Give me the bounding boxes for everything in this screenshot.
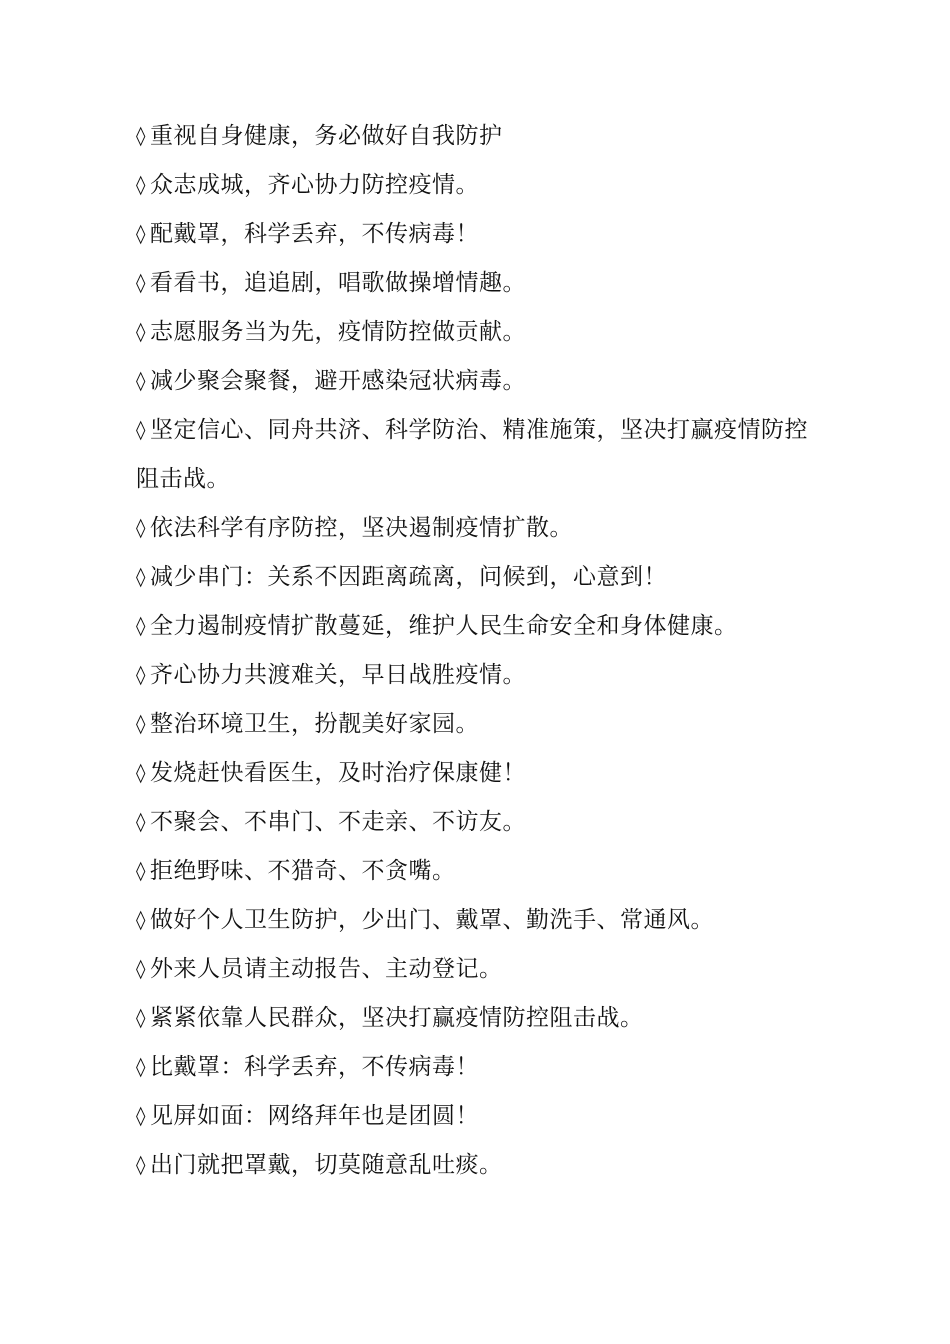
slogan-text: 比戴罩：科学丢弃，不传病毒！ — [150, 1054, 479, 1080]
diamond-bullet-icon: ◊ — [136, 419, 146, 441]
slogan-text: 不聚会、不串门、不走亲、不访友。 — [150, 809, 526, 835]
list-item — [136, 161, 826, 210]
diamond-bullet-icon: ◊ — [136, 811, 146, 833]
slogan-text: 齐心协力共渡难关，早日战胜疫情。 — [150, 662, 526, 688]
list-item — [136, 210, 826, 259]
diamond-bullet-icon: ◊ — [136, 958, 146, 980]
slogan-text: 减少串门：关系不因距离疏离，问候到，心意到！ — [150, 564, 667, 590]
list-item — [136, 259, 826, 308]
diamond-bullet-icon: ◊ — [136, 517, 146, 539]
diamond-bullet-icon: ◊ — [136, 615, 146, 637]
list-item — [136, 798, 826, 847]
diamond-bullet-icon: ◊ — [136, 125, 146, 147]
list-item — [136, 1092, 826, 1141]
slogan-text: 坚定信心、同舟共济、科学防治、精准施策，坚决打赢疫情防控阻击战。 — [136, 417, 808, 492]
list-item — [136, 553, 826, 602]
diamond-bullet-icon: ◊ — [136, 713, 146, 735]
slogan-text: 做好个人卫生防护，少出门、戴罩、勤洗手、常通风。 — [150, 907, 714, 933]
slogan-text: 重视自身健康，务必做好自我防护 — [150, 123, 503, 149]
list-item — [136, 700, 826, 749]
slogan-text: 减少聚会聚餐，避开感染冠状病毒。 — [150, 368, 526, 394]
slogan-text: 见屏如面：网络拜年也是团圆！ — [150, 1103, 479, 1129]
diamond-bullet-icon: ◊ — [136, 762, 146, 784]
slogan-text: 整治环境卫生，扮靓美好家园。 — [150, 711, 479, 737]
diamond-bullet-icon: ◊ — [136, 272, 146, 294]
list-item — [136, 406, 826, 504]
diamond-bullet-icon: ◊ — [136, 860, 146, 882]
slogan-text: 发烧赶快看医生，及时治疗保康健！ — [150, 760, 526, 786]
slogan-text: 出门就把罩戴，切莫随意乱吐痰。 — [150, 1152, 503, 1178]
list-item — [136, 847, 826, 896]
list-item — [136, 749, 826, 798]
diamond-bullet-icon: ◊ — [136, 370, 146, 392]
diamond-bullet-icon: ◊ — [136, 1056, 146, 1078]
slogan-list — [136, 112, 826, 1190]
diamond-bullet-icon: ◊ — [136, 909, 146, 931]
slogan-text: 拒绝野味、不猎奇、不贪嘴。 — [150, 858, 456, 884]
diamond-bullet-icon: ◊ — [136, 223, 146, 245]
diamond-bullet-icon: ◊ — [136, 1105, 146, 1127]
list-item — [136, 651, 826, 700]
diamond-bullet-icon: ◊ — [136, 174, 146, 196]
list-item — [136, 602, 826, 651]
diamond-bullet-icon: ◊ — [136, 321, 146, 343]
slogan-text: 众志成城，齐心协力防控疫情。 — [150, 172, 479, 198]
diamond-bullet-icon: ◊ — [136, 566, 146, 588]
slogan-text: 依法科学有序防控，坚决遏制疫情扩散。 — [150, 515, 573, 541]
slogan-text: 配戴罩，科学丢弃，不传病毒！ — [150, 221, 479, 247]
list-item — [136, 1141, 826, 1190]
diamond-bullet-icon: ◊ — [136, 1007, 146, 1029]
list-item — [136, 1043, 826, 1092]
list-item — [136, 504, 826, 553]
slogan-text: 外来人员请主动报告、主动登记。 — [150, 956, 503, 982]
list-item — [136, 112, 826, 161]
slogan-text: 看看书，追追剧，唱歌做操增情趣。 — [150, 270, 526, 296]
slogan-text: 全力遏制疫情扩散蔓延，维护人民生命安全和身体健康。 — [150, 613, 738, 639]
list-item — [136, 308, 826, 357]
list-item — [136, 994, 826, 1043]
list-item — [136, 357, 826, 406]
slogan-text: 志愿服务当为先，疫情防控做贡献。 — [150, 319, 526, 345]
diamond-bullet-icon: ◊ — [136, 1154, 146, 1176]
diamond-bullet-icon: ◊ — [136, 664, 146, 686]
list-item — [136, 945, 826, 994]
list-item — [136, 896, 826, 945]
slogan-text: 紧紧依靠人民群众，坚决打赢疫情防控阻击战。 — [150, 1005, 644, 1031]
